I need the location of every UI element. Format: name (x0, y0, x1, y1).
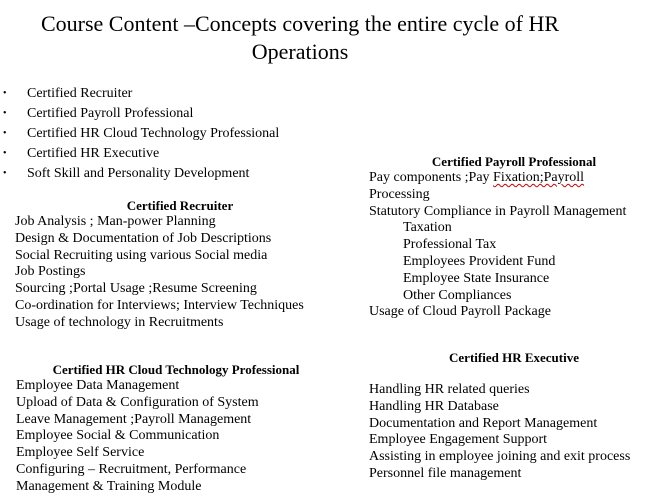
cloud-heading: Certified HR Cloud Technology Professional (52, 362, 300, 377)
recruiter-topic: Usage of technology in Recruitments (15, 314, 224, 330)
payroll-topic (369, 170, 659, 187)
payroll-topic: Usage of Cloud Payroll Package (369, 304, 551, 320)
course-list-item (0, 124, 279, 144)
recruiter-topic: Sourcing ;Portal Usage ;Resume Screening (15, 281, 257, 297)
course-list-item (0, 144, 279, 164)
payroll-topic: Processing (369, 186, 430, 202)
recruiter-topic: Co-ordination for Interviews; Interview Techniques (15, 297, 304, 313)
payroll-topic: Statutory Compliance in Payroll Management (369, 203, 627, 219)
course-name: Certified HR Cloud Technology Professional (27, 126, 280, 141)
recruiter-topic: Job Postings (15, 264, 86, 280)
payroll-section (369, 153, 659, 321)
bullet-icon: • (3, 168, 7, 179)
recruiter-section (15, 197, 345, 332)
payroll-heading: Certified Payroll Professional (431, 154, 597, 169)
course-name: Certified Recruiter (27, 86, 133, 101)
title-line-2: Operations (251, 39, 349, 64)
compliance-item: Employee State Insurance (403, 270, 550, 286)
cloud-topic: Employee Data Management (16, 378, 180, 393)
compliance-item: Other Compliances (403, 287, 512, 303)
payroll-topic-prefix: Pay components ;Pay (369, 170, 494, 185)
recruiter-heading: Certified Recruiter (126, 198, 234, 213)
compliance-item: Employees Provident Fund (403, 253, 556, 269)
page-title (0, 10, 600, 66)
recruiter-topic: Job Analysis ; Man-power Planning (15, 214, 216, 229)
executive-heading: Certified HR Executive (449, 350, 579, 365)
course-name: Certified Payroll Professional (27, 106, 194, 121)
bullet-icon: • (3, 128, 7, 139)
executive-topic: Handling HR Database (369, 398, 499, 414)
compliance-item: Professional Tax (403, 237, 497, 253)
executive-topic: Handling HR related queries (369, 382, 530, 397)
cloud-topic: Upload of Data & Configuration of System (16, 394, 259, 410)
cloud-topic: Employee Self Service (16, 445, 145, 461)
cloud-topic: Management & Training Module (16, 478, 202, 494)
executive-section (369, 349, 659, 483)
course-list (0, 84, 279, 184)
executive-topic: Documentation and Report Management (369, 415, 598, 431)
title-line-1: Course Content –Concepts covering the entire cycle of HR (40, 11, 560, 36)
course-list-item (0, 164, 279, 184)
executive-topic: Personnel file management (369, 465, 522, 481)
cloud-topic: Configuring – Recruitment, Performance (16, 461, 247, 477)
cloud-topic: Leave Management ;Payroll Management (16, 411, 252, 427)
executive-topic: Employee Engagement Support (369, 432, 548, 448)
recruiter-topic: Social Recruiting using various Social media (15, 247, 268, 263)
course-name: Soft Skill and Personality Development (27, 166, 250, 181)
bullet-icon: • (3, 148, 7, 159)
bullet-icon: • (3, 88, 7, 99)
cloud-section (16, 361, 336, 496)
executive-topic: Assisting in employee joining and exit process (369, 449, 631, 465)
course-name: Certified HR Executive (27, 146, 160, 161)
course-list-item (0, 84, 279, 104)
cloud-topic: Employee Social & Communication (16, 428, 220, 444)
recruiter-topic: Design & Documentation of Job Descriptions (15, 230, 272, 246)
bullet-icon: • (3, 108, 7, 119)
compliance-item: Taxation (403, 220, 452, 236)
course-list-item (0, 104, 279, 124)
spellcheck-underlined-text: Fixation;Payroll (493, 170, 585, 185)
